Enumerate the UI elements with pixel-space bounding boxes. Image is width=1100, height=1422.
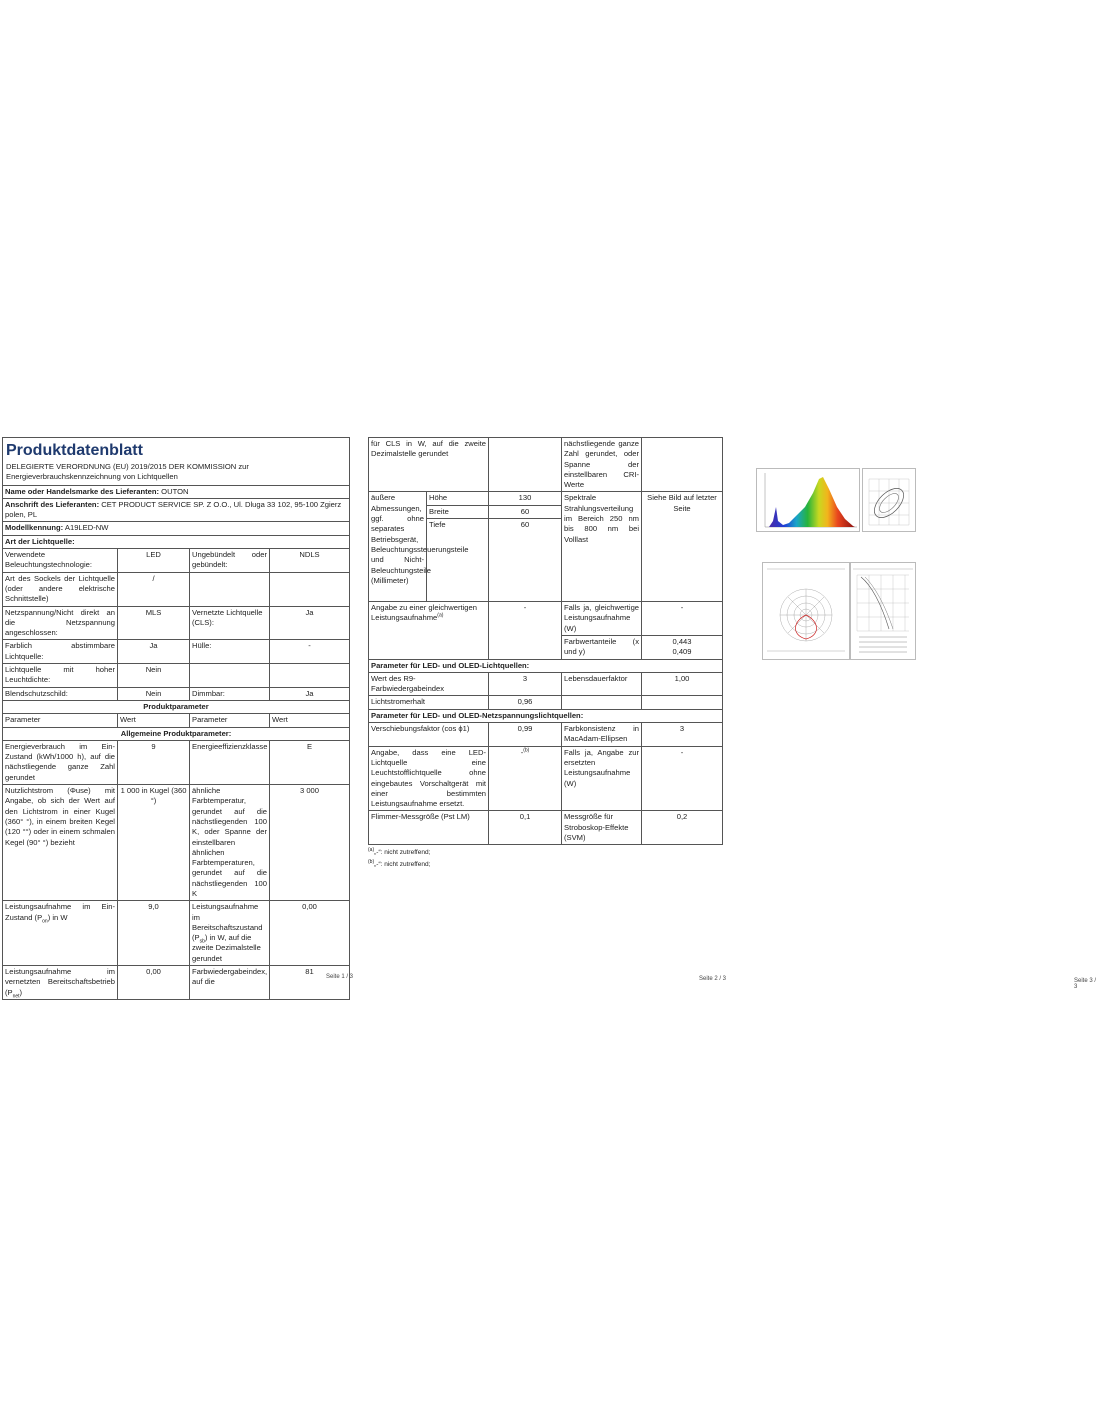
chromaticity-image <box>862 468 916 532</box>
table-row: Nutzlichtstrom (Φuse) mit Angabe, ob sich der Wert auf den Lichtstrom in einer Kugel (360° °), in einem breiten Kegel (120 °°) oder in einem schmalen Kegel (90° °) bezieht 1 000 in Kugel (360 °) ähnliche Farbtemperatur, gerundet auf die nächstliegenden 100 K, oder Spanne der einstellbaren ähnlichen Farbtemperaturen, gerundet auf die nächstliegenden 100 K 3 000 <box>3 785 350 901</box>
table-row: Leistungsaufnahme im Ein-Zustand $(P_{on})$ in W 9,0 Leistungsaufnahme im Bereitschaftszustand $(P_{sb})$ in W, auf die zweite Dezimalstelle gerundet 0,00 <box>3 901 350 966</box>
table-row: Netzspannung/Nicht direkt an die Netzspannung angeschlossen: MLS Vernetzte Lichtquelle (CLS): Ja <box>3 606 350 640</box>
table-row: Farbwertanteile (x und y) 0,443 0,409 <box>369 635 723 659</box>
table-row: Lichtquelle mit hoher Leuchtdichte: Nein <box>3 664 350 688</box>
table-row: Energieverbrauch im Ein-Zustand (kWh/1000 h), auf die nächstliegende ganze Zahl gerundet 9 Energieeffizienzklasse E <box>3 740 350 784</box>
page-title: Produktdatenblatt <box>6 442 143 459</box>
polar-diagram-image <box>762 562 850 660</box>
table-row: Leistungsaufnahme im vernetzten Bereitschaftsbetrieb $(P_{net})$ 0,00 Farbwiedergabeindex, auf die 81 <box>3 966 350 1000</box>
page-1-footer: Seite 1 / 3 <box>326 974 354 980</box>
page-2 <box>368 437 723 871</box>
model-row: Modellkennung: A19LED-NW <box>3 522 350 535</box>
spectrum-graphic <box>757 469 859 531</box>
table-row: Tiefe 60 <box>369 519 723 602</box>
header-block <box>2 437 350 485</box>
table-row: Blendschutzschild: Nein Dimmbar: Ja <box>3 687 350 700</box>
table-row: äußere Abmessungen, ggf. ohne separates Betriebsgerät, Beleuchtungssteuerungsteile und Nicht-Beleuchtungsteile (Millimeter) Höhe 130 Spektrale Strahlungsverteilung im Bereich 250 nm bis 800 nm bei Volllast Siehe Bild auf letzter Seite <box>369 492 723 505</box>
mains-heading: Parameter für LED- und OLED-Netzspannungslichtquellen: <box>369 709 723 722</box>
column-headers: Parameter Wert Parameter Wert <box>3 714 350 727</box>
supplier-table <box>2 485 350 1000</box>
page-3-footer: Seite 3 / 3 <box>1074 978 1097 990</box>
polar-graphic <box>763 563 849 659</box>
table-row: Verwendete Beleuchtungstechnologie: LED Ungebündelt oder gebündelt: NDLS <box>3 549 350 573</box>
footnote-a: $^{(a)}$„-“: nicht zutreffend; <box>368 847 431 857</box>
chromaticity-graphic <box>863 469 915 531</box>
regulation-text: DELEGIERTE VERORDNUNG (EU) 2019/2015 DER KOMMISSION zur Energieverbrauchskennzeichnung von Lichtquellen <box>6 462 249 482</box>
table-row: Lichtstromerhalt 0,96 <box>369 696 723 709</box>
luminance-graphic <box>851 563 915 659</box>
table-row: Verschiebungsfaktor (cos ϕ1) 0,99 Farbkonsistenz in MacAdam-Ellipsen 3 <box>369 723 723 747</box>
model-id: A19LED-NW <box>64 523 109 533</box>
table-row: Wert des R9-Farbwiedergabeindex 3 Lebensdauerfaktor 1,00 <box>369 672 723 696</box>
table-row: Breite 60 <box>369 505 723 518</box>
supplier-address: CET PRODUCT SERVICE SP. Z O.O., Ul. Dluga 33 102, 95-100 Zgierz polen, PL <box>5 499 342 520</box>
general-params-heading: Allgemeine Produktparameter: <box>3 727 350 740</box>
led-heading: Parameter für LED- und OLED-Lichtquellen: <box>369 659 723 672</box>
params-table-continued <box>368 437 723 845</box>
table-row: Flimmer-Messgröße (Pst LM) 0,1 Messgröße für Stroboskop-Effekte (SVM) 0,2 <box>369 811 723 845</box>
page-1 <box>2 437 350 1000</box>
table-row: Art des Sockels der Lichtquelle (oder andere elektrische Schnittstelle) / <box>3 572 350 606</box>
supplier-name: OUTON <box>161 486 189 496</box>
page-2-footer: Seite 2 / 3 <box>699 976 727 982</box>
table-row: Angabe zu einer gleichwertigen Leistungsaufnahme$^{(a)}$ - Falls ja, gleichwertige Leistungsaufnahme (W) - <box>369 602 723 636</box>
supplier-address-row: Anschrift des Lieferanten: CET PRODUCT SERVICE SP. Z O.O., Ul. Dluga 33 102, 95-100 Zgierz polen, PL <box>3 498 350 522</box>
spectrum-image <box>756 468 860 532</box>
footnote-b: $^{(b)}$„-“: nicht zutreffend; <box>368 859 431 869</box>
luminance-chart-image <box>850 562 916 660</box>
table-row: Farblich abstimmbare Lichtquelle: Ja Hülle: - <box>3 640 350 664</box>
table-row: Angabe, dass eine LED-Lichtquelle eine Leuchtstofflichtquelle ohne eingebautes Vorschaltgerät mit einer bestimmten Leistungsaufnahme ersetzt. -$^{(b)}$ Falls ja, Angabe zur ersetzten Leistungsaufnahme (W) - <box>369 746 723 811</box>
light-type-heading: Art der Lichtquelle: <box>3 535 350 548</box>
table-row: für CLS in W, auf die zweite Dezimalstelle gerundet nächstliegende ganze Zahl gerundet, oder Spanne der einstellbaren CRI-Werte <box>369 438 723 492</box>
supplier-name-row: Name oder Handelsmarke des Lieferanten: OUTON <box>3 485 350 498</box>
product-params-heading: Produktparameter <box>3 700 350 713</box>
